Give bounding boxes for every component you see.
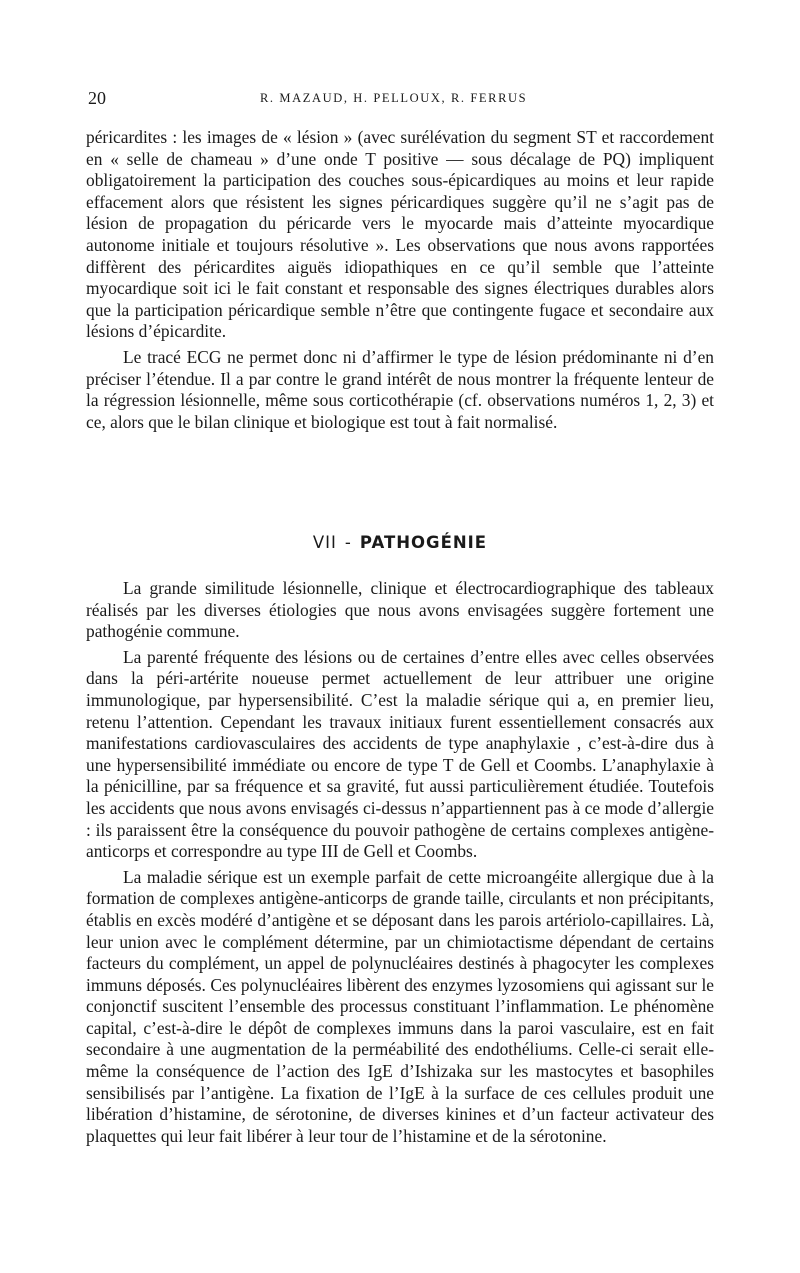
section-separator: -	[344, 533, 352, 552]
running-title-authors: R. MAZAUD, H. PELLOUX, R. FERRUS	[260, 91, 528, 105]
text-block-before-section	[86, 127, 714, 433]
text-block-pathogenie	[86, 578, 714, 1147]
section-title: PATHOGÉNIE	[359, 533, 488, 552]
paragraph: Le tracé ECG ne permet donc ni d’affirmer le type de lésion prédominante ni d’en préciser l’étendue. Il a par contre le grand intérêt de nous montrer la fréquente lenteur de la régression lésionnelle, même sous corticothérapie (cf. observations numéros 1, 2, 3) et ce, alors que le bilan clinique et biologique est tout à fait normalisé.	[86, 346, 714, 432]
page-number: 20	[88, 88, 106, 108]
paragraph: La grande similitude lésionnelle, clinique et électrocardiographique des tableaux réalisés par les diverses étiologies que nous avons envisagées suggère fortement une pathogénie commune.	[86, 578, 714, 642]
paragraph: La maladie sérique est un exemple parfait de cette microangéite allergique due à la formation de complexes antigène-anticorps de grande taille, circulants et non précipitants, établis en excès modéré d’antigène et se déposant dans les parois artériolo-capillaires. Là, leur union avec le complément détermine, par un chimiotactisme dépendant de certains facteurs du complément, un appel de polynucléaires destinés à phagocyter les complexes immuns déposés. Ces polynucléaires libèrent des enzymes lyzosomiens qui agissant sur le conjonctif suscitent l’ensemble des processus constituant l’inflammation. Le phénomène capital, c’est-à-dire le dépôt de complexes immuns dans la paroi vasculaire, est en fait secondaire à une augmentation de la perméabilité des endothéliums. Celle-ci serait elle-même la conséquence de l’action des IgE d’Ishizaka sur les mastocytes et basophiles sensibilisés par l’antigène. La fixation de l’IgE à la surface de ces cellules produit une libération d’histamine, de sérotonine, de diverses kinines et d’un facteur activateur des plaquettes qui leur fait libérer à leur tour de l’histamine et de la sérotonine.	[86, 866, 714, 1146]
paragraph-continued: péricardites : les images de « lésion » (avec surélévation du segment ST et raccordement en « selle de chameau » d’une onde T positive — sous décalage de PQ) impliquent obligatoirement la participation des couches sous-épicardiques au moins et leur rapide effacement alors que résistent les signes péricardiques suggère qu’il ne s’agit pas de lésion de propagation du péricarde vers le myocarde mais d’atteinte myocardique autonome initiale et toujours résolutive ». Les observations que nous avons rapportées diffèrent des péricardites aiguës idiopathiques en ce qu’il semble que l’atteinte myocardique soit ici le fait constant et responsable des signes électriques durables alors que la participation péricardique semble n’être que contingente fugace et secondaire aux lésions d’épicardite.	[86, 127, 714, 342]
section-heading	[0, 533, 800, 552]
running-header	[88, 88, 712, 110]
section-number: VII	[312, 533, 337, 552]
paragraph: La parenté fréquente des lésions ou de certaines d’entre elles avec celles observées dans la péri-artérite noueuse permet actuellement de leur attribuer une origine immunologique, par hypersensibilité. C’est la maladie sérique qui a, en premier lieu, retenu l’attention. Cependant les travaux initiaux furent essentiellement consacrés aux manifestations cardiovasculaires des accidents de type anaphylaxie , c’est-à-dire dus à une hypersensibilité immédiate ou encore de type T de Gell et Coombs. L’anaphylaxie à la pénicilline, par sa fréquence et sa gravité, fut aussi particulièrement étudiée. Toutefois les accidents que nous avons envisagés ci-dessus n’appartiennent pas à ce mode d’allergie : ils paraissent être la conséquence du pouvoir pathogène de certains complexes antigène-anticorps et correspondre au type III de Gell et Coombs.	[86, 646, 714, 862]
